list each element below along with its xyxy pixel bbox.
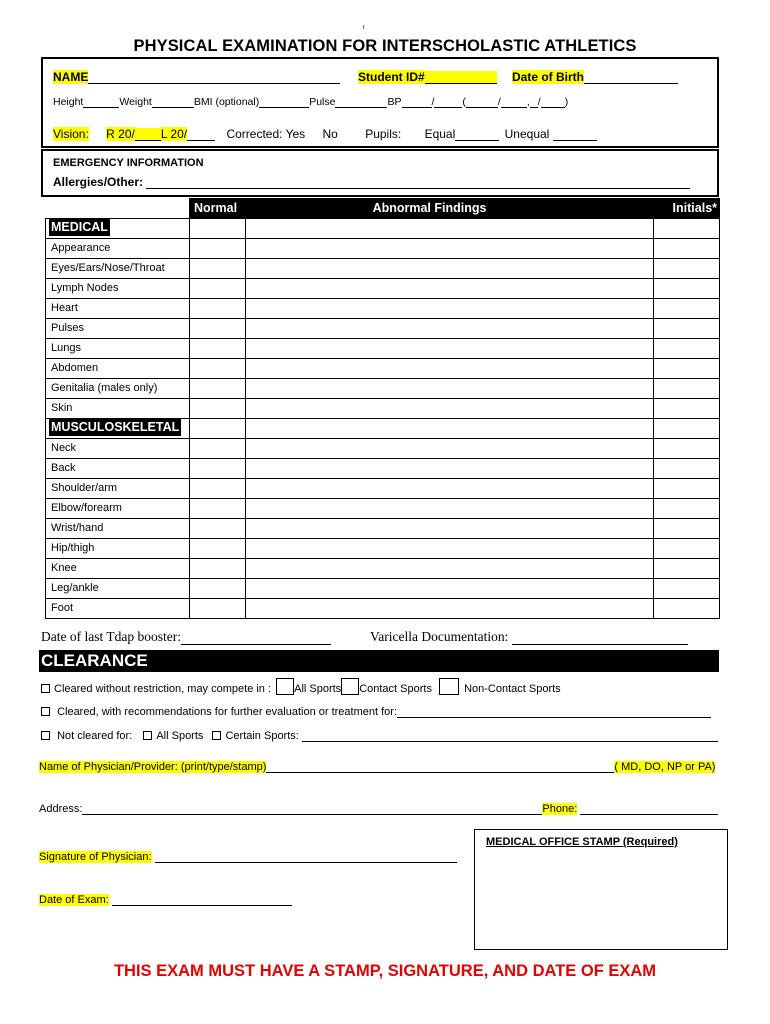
pulse-label: Pulse xyxy=(309,96,336,108)
name-field[interactable] xyxy=(88,71,340,84)
phone-field[interactable] xyxy=(580,802,718,815)
findings-cell[interactable] xyxy=(246,399,654,419)
exam-date-field[interactable] xyxy=(112,893,292,906)
table-row xyxy=(46,559,720,579)
table-row xyxy=(46,499,720,519)
bp-separator: / xyxy=(537,96,541,108)
row-label: Foot xyxy=(46,599,190,619)
normal-cell[interactable] xyxy=(190,259,246,279)
varicella-label: Varicella Documentation: xyxy=(370,629,509,644)
table-row xyxy=(46,539,720,559)
signature-label: Signature of Physician: xyxy=(39,851,152,863)
normal-cell[interactable] xyxy=(190,279,246,299)
exam-table xyxy=(45,198,720,619)
initials-cell[interactable] xyxy=(654,479,720,499)
findings-cell[interactable] xyxy=(246,559,654,579)
header-cell xyxy=(190,199,654,219)
normal-cell[interactable] xyxy=(190,339,246,359)
bp-separator: / xyxy=(431,96,435,108)
row-label: Eyes/Ears/Nose/Throat xyxy=(46,259,190,279)
dob-label: Date of Birth xyxy=(512,70,584,84)
bmi-field[interactable] xyxy=(259,95,309,108)
bp-paren-open: ( xyxy=(462,96,466,108)
opt3-label: Not cleared for: xyxy=(57,730,133,742)
normal-cell[interactable] xyxy=(190,239,246,259)
row-label: Heart xyxy=(46,299,190,319)
normal-cell[interactable] xyxy=(190,399,246,419)
table-header-row xyxy=(46,199,720,219)
section-row xyxy=(46,219,720,239)
tdap-row xyxy=(41,629,331,645)
physician-name-label: Name of Physician/Provider: (print/type/stamp) xyxy=(39,761,267,773)
section-label-cell xyxy=(46,419,190,439)
row-label: Shoulder/arm xyxy=(46,479,190,499)
address-row xyxy=(39,802,718,815)
table-row xyxy=(46,479,720,499)
initials-cell[interactable] xyxy=(654,359,720,379)
initials-cell[interactable] xyxy=(654,379,720,399)
pupils-unequal-field[interactable] xyxy=(553,128,597,141)
l20-field[interactable] xyxy=(187,128,215,141)
box-all-sports[interactable] xyxy=(276,678,294,695)
findings-cell[interactable] xyxy=(246,539,654,559)
student-id-label: Student ID# xyxy=(358,70,425,84)
findings-cell[interactable] xyxy=(246,299,654,319)
vision-row xyxy=(53,127,597,141)
varicella-row xyxy=(370,629,688,645)
table-row xyxy=(46,439,720,459)
findings-cell[interactable] xyxy=(246,479,654,499)
clearance-option-2 xyxy=(41,705,711,718)
exam-table-body xyxy=(46,199,720,619)
initials-cell[interactable] xyxy=(654,439,720,459)
section-row xyxy=(46,419,720,439)
l20-label: L 20/ xyxy=(160,127,188,141)
row-label: Lungs xyxy=(46,339,190,359)
initials-cell[interactable] xyxy=(654,299,720,319)
corrected-yes[interactable]: Yes xyxy=(285,127,306,141)
header-normal: Normal xyxy=(194,201,238,215)
row-label: Pulses xyxy=(46,319,190,339)
normal-cell[interactable] xyxy=(190,439,246,459)
header-blank xyxy=(46,199,190,219)
findings-cell[interactable] xyxy=(246,439,654,459)
form-title: PHYSICAL EXAMINATION FOR INTERSCHOLASTIC ATHLETICS xyxy=(133,37,637,55)
table-row xyxy=(46,299,720,319)
findings-cell[interactable] xyxy=(246,579,654,599)
address-field[interactable] xyxy=(82,802,542,815)
box-noncontact-sports[interactable] xyxy=(439,678,459,695)
row-label: Back xyxy=(46,459,190,479)
findings-cell[interactable] xyxy=(246,379,654,399)
findings-cell[interactable] xyxy=(246,499,654,519)
signature-field[interactable] xyxy=(155,850,457,863)
clearance-heading: CLEARANCE xyxy=(41,651,148,670)
section-label: MEDICAL xyxy=(51,220,108,234)
normal-cell[interactable] xyxy=(190,219,246,239)
clearance-bar xyxy=(39,650,719,672)
initials-cell[interactable] xyxy=(654,539,720,559)
findings-cell[interactable] xyxy=(246,519,654,539)
table-row xyxy=(46,259,720,279)
pupils-label: Pupils: xyxy=(365,127,402,141)
opt1-noncontact-label: Non-Contact Sports xyxy=(464,683,561,695)
findings-cell[interactable] xyxy=(246,239,654,259)
exam-date-label: Date of Exam: xyxy=(39,894,109,906)
pupils-unequal: Unequal xyxy=(504,127,550,141)
r20-field[interactable] xyxy=(135,128,161,141)
opt2-field[interactable] xyxy=(397,705,711,718)
opt3-all-label: All Sports xyxy=(156,730,204,742)
stamp-label: MEDICAL OFFICE STAMP (Required) xyxy=(486,836,678,848)
row-label: Genitalia (males only) xyxy=(46,379,190,399)
normal-cell[interactable] xyxy=(190,379,246,399)
table-row xyxy=(46,459,720,479)
row-label: Hip/thigh xyxy=(46,539,190,559)
initials-cell[interactable] xyxy=(654,259,720,279)
phone-label: Phone: xyxy=(542,803,578,815)
checkbox-cleared-recommendations[interactable] xyxy=(41,707,50,716)
table-row xyxy=(46,339,720,359)
normal-cell[interactable] xyxy=(190,559,246,579)
physician-name-row xyxy=(39,760,715,773)
dob-field[interactable] xyxy=(584,71,678,84)
normal-cell[interactable] xyxy=(190,519,246,539)
table-row xyxy=(46,399,720,419)
row-label: Neck xyxy=(46,439,190,459)
row-label: Leg/ankle xyxy=(46,579,190,599)
bp-paren-close: ) xyxy=(564,96,569,108)
page-mark: r xyxy=(363,25,365,31)
normal-cell[interactable] xyxy=(190,419,246,439)
opt3-field[interactable] xyxy=(302,729,718,742)
table-row xyxy=(46,239,720,259)
height-label: Height xyxy=(53,96,84,108)
clearance-option-1 xyxy=(41,678,561,695)
row-label: Lymph Nodes xyxy=(46,279,190,299)
corrected-no[interactable]: No xyxy=(322,127,338,141)
initials-cell[interactable] xyxy=(654,319,720,339)
r20-label: R 20/ xyxy=(106,127,135,141)
checkbox-not-cleared[interactable] xyxy=(41,731,50,740)
table-row xyxy=(46,519,720,539)
findings-cell[interactable] xyxy=(246,419,654,439)
vitals-row xyxy=(53,95,568,108)
initials-cell[interactable] xyxy=(654,219,720,239)
normal-cell[interactable] xyxy=(190,299,246,319)
pupils-equal: Equal xyxy=(424,127,456,141)
checkbox-not-cleared-certain[interactable] xyxy=(212,731,221,740)
table-row xyxy=(46,379,720,399)
table-row xyxy=(46,359,720,379)
normal-cell[interactable] xyxy=(190,539,246,559)
normal-cell[interactable] xyxy=(190,319,246,339)
bp-field-5[interactable] xyxy=(530,95,538,108)
clearance-option-3 xyxy=(41,729,718,742)
row-label: Elbow/forearm xyxy=(46,499,190,519)
row-label: Wrist/hand xyxy=(46,519,190,539)
height-field[interactable] xyxy=(83,95,119,108)
bp-field-2[interactable] xyxy=(431,95,462,108)
allergies-row xyxy=(53,175,690,189)
row-label: Appearance xyxy=(46,239,190,259)
findings-cell[interactable] xyxy=(246,599,654,619)
physician-credentials: ( MD, DO, NP or PA) xyxy=(614,761,716,773)
bp-label: BP xyxy=(387,96,402,108)
bp-separator: / xyxy=(497,96,501,108)
tdap-label: Date of last Tdap booster: xyxy=(41,629,181,644)
corrected-label: Corrected: xyxy=(226,127,283,141)
initials-cell[interactable] xyxy=(654,399,720,419)
pupils-equal-field[interactable] xyxy=(455,128,499,141)
initials-cell[interactable] xyxy=(654,279,720,299)
name-label: NAME xyxy=(53,70,89,84)
tdap-field[interactable] xyxy=(181,631,331,645)
initials-cell[interactable] xyxy=(654,559,720,579)
bp-field-6[interactable] xyxy=(541,95,565,108)
bp-field-4[interactable] xyxy=(501,95,527,108)
opt1-all-label: All Sports xyxy=(294,683,342,695)
initials-cell[interactable] xyxy=(654,459,720,479)
varicella-field[interactable] xyxy=(512,631,688,645)
physician-name-field[interactable] xyxy=(266,760,614,773)
table-row xyxy=(46,579,720,599)
student-id-row xyxy=(358,70,497,84)
findings-cell[interactable] xyxy=(246,339,654,359)
section-label-cell xyxy=(46,219,190,239)
initials-cell[interactable] xyxy=(654,519,720,539)
bp-field-3[interactable] xyxy=(466,95,498,108)
opt2-label: Cleared, with recommendations for further evaluation or treatment for: xyxy=(57,706,397,718)
warning-text: THIS EXAM MUST HAVE A STAMP, SIGNATURE, AND DATE OF EXAM xyxy=(113,962,657,980)
section-label: MUSCULOSKELETAL xyxy=(51,420,180,434)
table-row xyxy=(46,279,720,299)
findings-cell[interactable] xyxy=(246,359,654,379)
initials-cell[interactable] xyxy=(654,499,720,519)
allergies-field[interactable] xyxy=(146,176,690,189)
vision-label: Vision: xyxy=(53,127,89,141)
initials-cell[interactable] xyxy=(654,599,720,619)
findings-cell[interactable] xyxy=(246,219,654,239)
findings-cell[interactable] xyxy=(246,259,654,279)
bmi-label: BMI (optional) xyxy=(193,96,260,108)
weight-label: Weight xyxy=(119,96,152,108)
header-initials: Initials* xyxy=(654,199,720,219)
header-abnormal: Abnormal Findings xyxy=(372,201,487,215)
dob-row xyxy=(512,70,678,84)
student-id-field[interactable] xyxy=(425,71,497,84)
bp-separator: , xyxy=(526,96,530,108)
bp-field-1[interactable] xyxy=(402,95,432,108)
address-label: Address: xyxy=(39,803,83,815)
normal-cell[interactable] xyxy=(190,459,246,479)
row-label: Knee xyxy=(46,559,190,579)
row-label: Abdomen xyxy=(46,359,190,379)
findings-cell[interactable] xyxy=(246,459,654,479)
normal-cell[interactable] xyxy=(190,479,246,499)
weight-field[interactable] xyxy=(152,95,194,108)
normal-cell[interactable] xyxy=(190,359,246,379)
exam-date-row xyxy=(39,893,292,906)
box-contact-sports[interactable] xyxy=(341,678,359,695)
signature-row xyxy=(39,850,457,863)
allergies-label: Allergies/Other: xyxy=(53,175,144,189)
normal-cell[interactable] xyxy=(190,579,246,599)
initials-cell[interactable] xyxy=(654,419,720,439)
normal-cell[interactable] xyxy=(190,599,246,619)
checkbox-cleared-unrestricted[interactable] xyxy=(41,684,50,693)
opt1-contact-label: Contact Sports xyxy=(359,683,432,695)
normal-cell[interactable] xyxy=(190,499,246,519)
row-label: Skin xyxy=(46,399,190,419)
table-row xyxy=(46,599,720,619)
opt3-certain-label: Certain Sports: xyxy=(225,730,299,742)
emergency-heading: EMERGENCY INFORMATION xyxy=(53,157,204,169)
initials-cell[interactable] xyxy=(654,239,720,259)
initials-cell[interactable] xyxy=(654,339,720,359)
opt1-label: Cleared without restriction, may compete in : xyxy=(54,683,272,695)
findings-cell[interactable] xyxy=(246,319,654,339)
table-row xyxy=(46,319,720,339)
findings-cell[interactable] xyxy=(246,279,654,299)
pulse-field[interactable] xyxy=(335,95,387,108)
checkbox-not-cleared-all[interactable] xyxy=(143,731,152,740)
initials-cell[interactable] xyxy=(654,579,720,599)
name-row xyxy=(53,70,340,84)
